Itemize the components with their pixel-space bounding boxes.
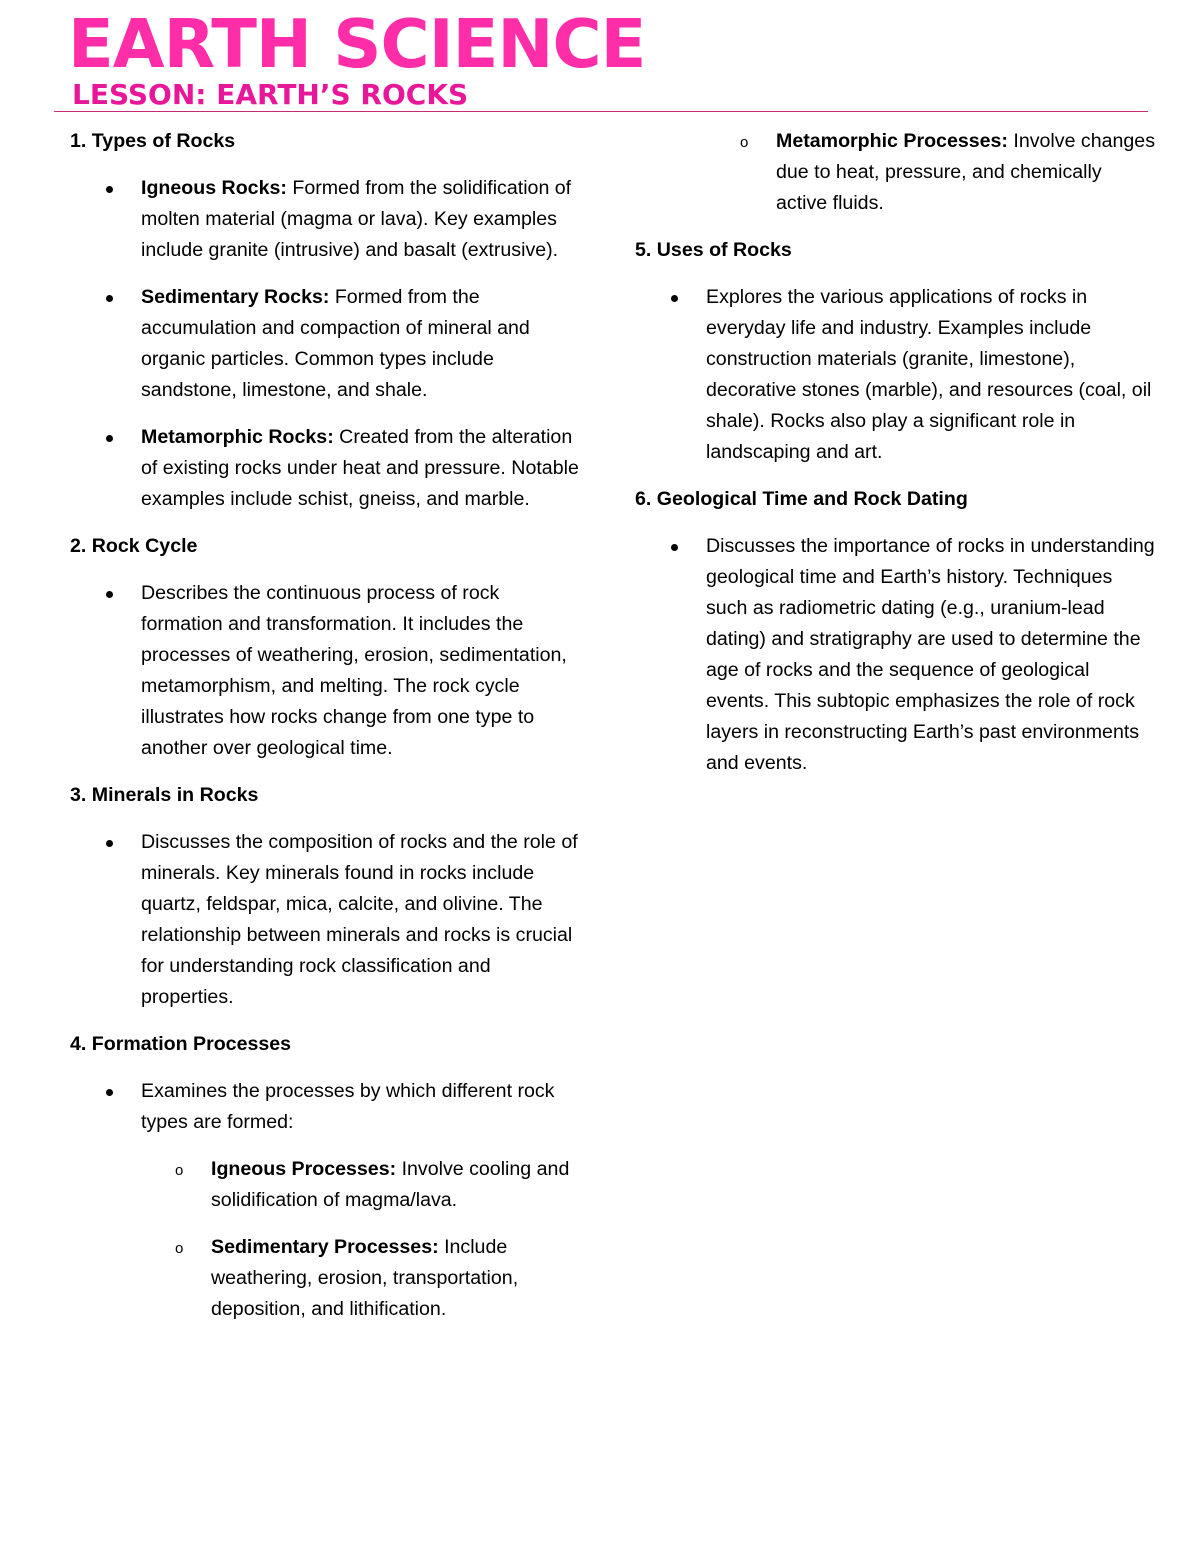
list-item-metamorphic-rocks [70,422,580,515]
lesson-subtitle: LESSON: EARTH’S ROCKS [72,78,469,111]
term-label: Sedimentary Processes: [211,1236,439,1258]
bullet-list [70,827,580,1013]
bullet-list [635,531,1155,779]
item-text: Discusses the importance of rocks in understanding geological time and Earth’s history. Techniques such as radiometric dating (e.g., uranium-lead dating) and stratigraphy are used to determine the age of rocks and the sequence of geological events. This subtopic emphasizes the role of rock layers in reconstructing Earth’s past environments and events. [706,535,1155,774]
term-label: Igneous Processes: [211,1158,397,1180]
list-item [635,282,1155,468]
list-item-sedimentary-rocks [70,282,580,406]
sub-item-metamorphic-processes [635,126,1155,219]
item-text: Formed from the accumulation and compaction of mineral and organic particles. Common types include sandstone, limestone, and shale. [141,286,530,401]
document-title: EARTH SCIENCE [68,5,646,83]
bullet-list [70,1076,580,1325]
header-divider [54,111,1148,112]
section-types-of-rocks [70,126,580,515]
section-minerals-in-rocks [70,780,580,1013]
section-formation-processes [70,1029,580,1325]
left-column [70,126,580,1341]
section-heading: 4. Formation Processes [70,1033,292,1055]
sub-item-igneous-processes [70,1154,580,1216]
continued-sub-list [635,126,1155,219]
bullet-list [635,282,1155,468]
item-text: Involve changes due to heat, pressure, and chemically active fluids. [776,130,1156,214]
item-text: Examines the processes by which different rock types are formed: [141,1080,555,1133]
term-label: Metamorphic Rocks: [141,426,334,448]
section-heading: 6. Geological Time and Rock Dating [635,488,968,510]
list-item-igneous-rocks [70,173,580,266]
item-text: Formed from the solidification of molten material (magma or lava). Key examples include granite (intrusive) and basalt (extrusive). [141,177,572,261]
item-text: Involve cooling and solidification of magma/lava. [211,1158,570,1211]
item-text: Discusses the composition of rocks and the role of minerals. Key minerals found in rocks include quartz, feldspar, mica, calcite, and olivine. The relationship between minerals and rocks is crucial for understanding rock classification and properties. [141,831,578,1008]
term-label: Metamorphic Processes: [776,130,1008,152]
section-rock-cycle [70,531,580,764]
section-heading: 1. Types of Rocks [70,130,236,152]
list-item [635,531,1155,779]
section-heading: 5. Uses of Rocks [635,239,792,261]
list-item [70,827,580,1013]
sub-item-sedimentary-processes [70,1232,580,1325]
list-item [70,578,580,764]
item-text: Include weathering, erosion, transportation, deposition, and lithification. [211,1236,519,1320]
right-column [635,126,1155,795]
item-text: Created from the alteration of existing rocks under heat and pressure. Notable examples include schist, gneiss, and marble. [141,426,579,510]
bullet-list [70,578,580,764]
bullet-list [70,173,580,515]
section-uses-of-rocks [635,235,1155,468]
term-label: Sedimentary Rocks: [141,286,330,308]
term-label: Igneous Rocks: [141,177,287,199]
section-geological-time [635,484,1155,779]
item-text: Explores the various applications of rocks in everyday life and industry. Examples include construction materials (granite, limestone), decorative stones (marble), and resources (coal, oil shale). Rocks also play a significant role in landscaping and art. [706,286,1152,463]
section-heading: 3. Minerals in Rocks [70,784,259,806]
item-text: Describes the continuous process of rock formation and transformation. It includes the processes of weathering, erosion, sedimentation, metamorphism, and melting. The rock cycle illustrates how rocks change from one type to another over geological time. [141,582,567,759]
section-heading: 2. Rock Cycle [70,535,198,557]
list-item [70,1076,580,1138]
